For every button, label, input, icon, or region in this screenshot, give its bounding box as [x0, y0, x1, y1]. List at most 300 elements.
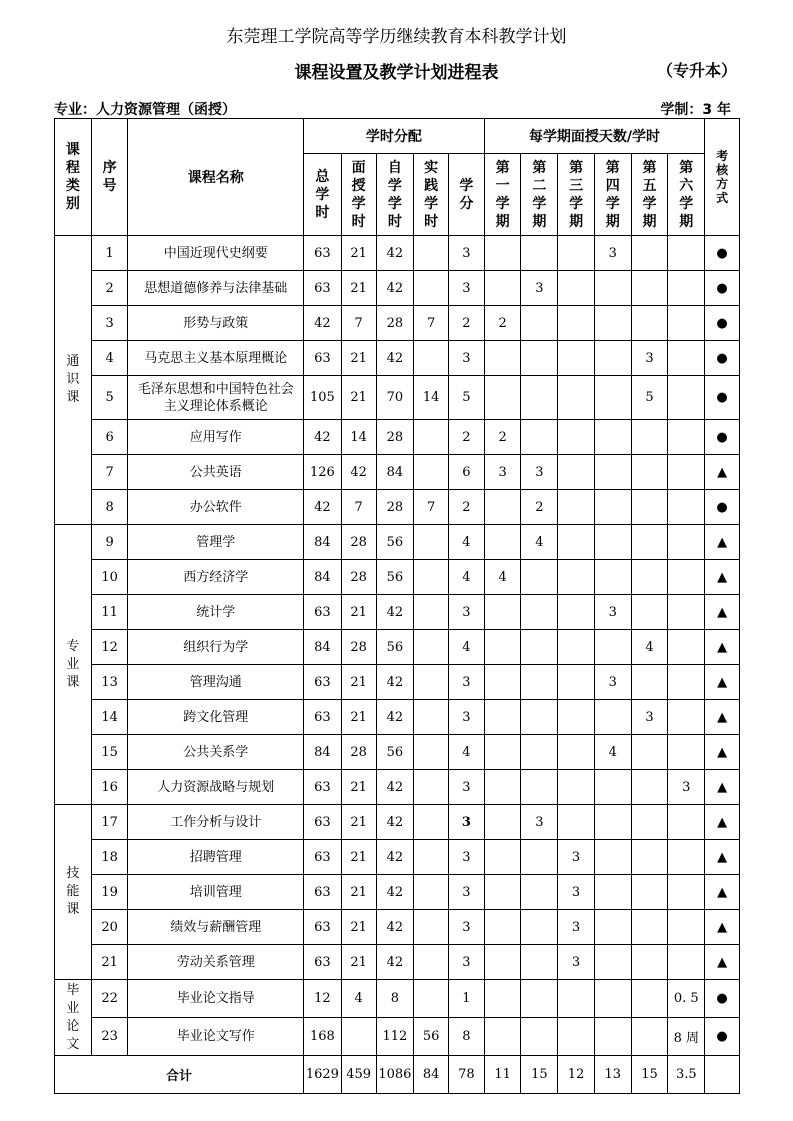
sem5-cell: 3	[631, 700, 668, 735]
assessment-mark: ▲	[705, 525, 740, 560]
sem1-header: 第一学期	[484, 154, 521, 236]
sem3-cell: 3	[558, 910, 595, 945]
total-hours-cell: 63	[304, 805, 342, 840]
sem1-cell	[484, 341, 521, 376]
seq-cell: 14	[91, 700, 128, 735]
sem1-cell	[484, 910, 521, 945]
sem2-cell	[521, 840, 558, 875]
category-cell: 技能课	[55, 805, 92, 980]
sem3-cell	[558, 455, 595, 490]
sem2-header: 第二学期	[521, 154, 558, 236]
total-hours-cell: 42	[304, 306, 342, 341]
credits-cell: 3	[448, 910, 484, 945]
sem5-cell	[631, 805, 668, 840]
sem5-cell	[631, 560, 668, 595]
seq-cell: 18	[91, 840, 128, 875]
self-hours-cell: 56	[376, 630, 414, 665]
sem3-cell: 3	[558, 875, 595, 910]
self-hours-cell: 42	[376, 271, 414, 306]
course-name-cell: 中国近现代史纲要	[128, 236, 304, 271]
sem6-cell	[668, 700, 705, 735]
sem5-cell	[631, 770, 668, 805]
face-hours-cell: 21	[341, 665, 376, 700]
assessment-mark: ▲	[705, 665, 740, 700]
practice-hours-cell	[414, 735, 449, 770]
seq-cell: 1	[91, 236, 128, 271]
table-title: 课程设置及教学计划进程表	[294, 63, 499, 83]
table-row	[55, 376, 740, 420]
practice-hours-cell: 7	[414, 306, 449, 341]
credits-cell: 3	[448, 595, 484, 630]
program-level: （专升本）	[656, 61, 737, 80]
sem5-cell	[631, 236, 668, 271]
face-hours-cell: 42	[341, 455, 376, 490]
assessment-mark: ●	[705, 376, 740, 420]
sem1-cell	[484, 1018, 521, 1056]
credits-cell: 5	[448, 376, 484, 420]
sem3-cell	[558, 271, 595, 306]
sem1-cell	[484, 805, 521, 840]
face-hours-header: 面授学时	[341, 154, 376, 236]
total-hours-cell: 63	[304, 875, 342, 910]
practice-hours-cell	[414, 665, 449, 700]
sem2-cell	[521, 420, 558, 455]
assessment-mark: ▲	[705, 595, 740, 630]
credits-cell: 3	[448, 700, 484, 735]
sem6-cell	[668, 735, 705, 770]
assessment-mark: ●	[705, 306, 740, 341]
seq-cell: 4	[91, 341, 128, 376]
sem3-cell	[558, 376, 595, 420]
table-row	[55, 875, 740, 910]
credits-cell: 3	[448, 840, 484, 875]
self-hours-cell: 28	[376, 490, 414, 525]
sem5-cell	[631, 271, 668, 306]
totals-credits: 78	[448, 1056, 484, 1094]
sem5-cell	[631, 910, 668, 945]
course-name-header: 课程名称	[128, 119, 304, 236]
assessment-mark: ●	[705, 236, 740, 271]
totals-sem4: 13	[594, 1056, 631, 1094]
assessment-mark: ▲	[705, 560, 740, 595]
total-hours-cell: 63	[304, 910, 342, 945]
self-hours-cell: 112	[376, 1018, 414, 1056]
credits-cell: 6	[448, 455, 484, 490]
face-hours-cell: 14	[341, 420, 376, 455]
practice-hours-cell	[414, 595, 449, 630]
assessment-mark: ▲	[705, 805, 740, 840]
table-row	[55, 236, 740, 271]
sem1-cell	[484, 490, 521, 525]
credits-cell: 4	[448, 525, 484, 560]
sem6-cell	[668, 525, 705, 560]
sem4-cell: 3	[594, 665, 631, 700]
course-name-cell: 公共关系学	[128, 735, 304, 770]
category-header: 课程类别	[55, 119, 92, 236]
self-hours-cell: 84	[376, 455, 414, 490]
assessment-mark: ▲	[705, 630, 740, 665]
course-name-cell: 西方经济学	[128, 560, 304, 595]
sem4-cell: 4	[594, 735, 631, 770]
sem1-cell: 4	[484, 560, 521, 595]
practice-hours-cell	[414, 630, 449, 665]
sem3-cell	[558, 665, 595, 700]
sem1-cell	[484, 630, 521, 665]
self-hours-cell: 42	[376, 840, 414, 875]
table-row	[55, 840, 740, 875]
totals-total-hours: 1629	[304, 1056, 342, 1094]
table-row	[55, 490, 740, 525]
course-name-cell: 工作分析与设计	[128, 805, 304, 840]
sem6-header: 第六学期	[668, 154, 705, 236]
sem5-cell: 4	[631, 630, 668, 665]
total-hours-cell: 63	[304, 595, 342, 630]
sem5-cell	[631, 735, 668, 770]
credits-cell: 1	[448, 980, 484, 1018]
semester-group-header: 每学期面授天数/学时	[484, 119, 704, 154]
sem5-cell: 3	[631, 341, 668, 376]
assessment-mark: ●	[705, 490, 740, 525]
seq-cell: 17	[91, 805, 128, 840]
credits-cell: 3	[448, 271, 484, 306]
course-name-cell: 公共英语	[128, 455, 304, 490]
sem3-cell	[558, 805, 595, 840]
assessment-header: 考核方式	[705, 119, 740, 236]
sem1-cell: 2	[484, 306, 521, 341]
sem3-cell	[558, 980, 595, 1018]
face-hours-cell: 7	[341, 306, 376, 341]
seq-cell: 15	[91, 735, 128, 770]
total-hours-cell: 168	[304, 1018, 342, 1056]
sem2-cell	[521, 945, 558, 980]
major-label: 专业：人力资源管理（函授）	[54, 102, 236, 118]
total-hours-cell: 63	[304, 236, 342, 271]
course-name-cell: 人力资源战略与规划	[128, 770, 304, 805]
face-hours-cell: 21	[341, 805, 376, 840]
course-name-cell: 招聘管理	[128, 840, 304, 875]
sem1-cell	[484, 735, 521, 770]
sem6-cell	[668, 560, 705, 595]
sem1-cell	[484, 376, 521, 420]
sem5-cell	[631, 665, 668, 700]
sem1-cell	[484, 595, 521, 630]
table-row	[55, 665, 740, 700]
totals-row	[55, 1056, 740, 1094]
sem3-cell	[558, 306, 595, 341]
sem2-cell: 3	[521, 455, 558, 490]
sem1-cell	[484, 770, 521, 805]
sem2-cell	[521, 735, 558, 770]
course-name-cell: 管理学	[128, 525, 304, 560]
face-hours-cell: 21	[341, 376, 376, 420]
sem4-cell	[594, 420, 631, 455]
table-row	[55, 700, 740, 735]
practice-hours-cell	[414, 236, 449, 271]
sem6-cell	[668, 630, 705, 665]
curriculum-body	[55, 236, 740, 1056]
table-row	[55, 805, 740, 840]
course-name-cell: 培训管理	[128, 875, 304, 910]
face-hours-cell: 28	[341, 525, 376, 560]
practice-hours-cell	[414, 700, 449, 735]
sem4-cell: 3	[594, 236, 631, 271]
face-hours-cell: 28	[341, 560, 376, 595]
sem3-cell	[558, 420, 595, 455]
credits-cell: 3	[448, 236, 484, 271]
course-name-cell: 统计学	[128, 595, 304, 630]
total-hours-cell: 63	[304, 945, 342, 980]
face-hours-cell: 4	[341, 980, 376, 1018]
practice-hours-cell	[414, 770, 449, 805]
credits-header: 学分	[448, 154, 484, 236]
practice-hours-cell	[414, 945, 449, 980]
sem1-cell: 2	[484, 420, 521, 455]
sem6-cell: 0. 5	[668, 980, 705, 1018]
course-name-cell: 跨文化管理	[128, 700, 304, 735]
totals-practice-hours: 84	[414, 1056, 449, 1094]
assessment-mark: ▲	[705, 840, 740, 875]
category-cell: 毕业论文	[55, 980, 92, 1056]
sem2-cell	[521, 236, 558, 271]
seq-cell: 2	[91, 271, 128, 306]
sem6-cell: 8 周	[668, 1018, 705, 1056]
total-hours-cell: 84	[304, 735, 342, 770]
sem3-cell	[558, 560, 595, 595]
table-row	[55, 945, 740, 980]
total-hours-cell: 63	[304, 341, 342, 376]
sem2-cell: 4	[521, 525, 558, 560]
totals-label: 合计	[55, 1056, 304, 1094]
credits-cell: 4	[448, 735, 484, 770]
assessment-mark: ▲	[705, 455, 740, 490]
institution-title: 东莞理工学院高等学历继续教育本科教学计划	[226, 27, 567, 47]
totals-sem1: 11	[484, 1056, 521, 1094]
practice-hours-cell	[414, 910, 449, 945]
credits-cell: 2	[448, 420, 484, 455]
sem3-cell	[558, 1018, 595, 1056]
seq-cell: 23	[91, 1018, 128, 1056]
sem2-cell	[521, 306, 558, 341]
total-hours-cell: 84	[304, 560, 342, 595]
assessment-mark: ▲	[705, 735, 740, 770]
sem3-header: 第三学期	[558, 154, 595, 236]
sem5-cell	[631, 980, 668, 1018]
course-name-cell: 毕业论文指导	[128, 980, 304, 1018]
face-hours-cell: 21	[341, 770, 376, 805]
sem4-cell	[594, 455, 631, 490]
sem6-cell	[668, 376, 705, 420]
seq-cell: 19	[91, 875, 128, 910]
total-hours-cell: 63	[304, 840, 342, 875]
self-hours-cell: 56	[376, 560, 414, 595]
seq-cell: 8	[91, 490, 128, 525]
sem3-cell	[558, 236, 595, 271]
sem5-cell	[631, 840, 668, 875]
sem6-cell: 3	[668, 770, 705, 805]
sem5-cell	[631, 595, 668, 630]
course-name-cell: 形势与政策	[128, 306, 304, 341]
credits-cell: 3	[448, 875, 484, 910]
practice-hours-cell	[414, 560, 449, 595]
total-hours-cell: 42	[304, 490, 342, 525]
seq-cell: 7	[91, 455, 128, 490]
table-row	[55, 455, 740, 490]
sem6-cell	[668, 490, 705, 525]
table-row	[55, 770, 740, 805]
total-hours-cell: 126	[304, 455, 342, 490]
credits-cell: 2	[448, 306, 484, 341]
table-row	[55, 595, 740, 630]
sem4-cell	[594, 630, 631, 665]
practice-hours-cell	[414, 271, 449, 306]
sem4-cell	[594, 341, 631, 376]
practice-hours-cell: 56	[414, 1018, 449, 1056]
face-hours-cell: 21	[341, 840, 376, 875]
sem2-cell	[521, 770, 558, 805]
course-name-cell: 组织行为学	[128, 630, 304, 665]
sem2-cell: 2	[521, 490, 558, 525]
sem2-cell	[521, 875, 558, 910]
sem4-cell	[594, 910, 631, 945]
sem5-cell	[631, 490, 668, 525]
assessment-mark: ●	[705, 980, 740, 1018]
sem3-cell	[558, 490, 595, 525]
self-hours-cell: 28	[376, 420, 414, 455]
sem1-cell	[484, 945, 521, 980]
table-row	[55, 560, 740, 595]
sem6-cell	[668, 595, 705, 630]
totals-face-hours: 459	[341, 1056, 376, 1094]
curriculum-table	[54, 118, 740, 1094]
table-row	[55, 306, 740, 341]
credits-cell: 3	[448, 770, 484, 805]
sem4-cell	[594, 770, 631, 805]
total-hours-cell: 63	[304, 271, 342, 306]
seq-cell: 22	[91, 980, 128, 1018]
course-name-cell: 绩效与薪酬管理	[128, 910, 304, 945]
table-row	[55, 271, 740, 306]
seq-cell: 9	[91, 525, 128, 560]
sem6-cell	[668, 805, 705, 840]
totals-sem6: 3.5	[668, 1056, 705, 1094]
practice-hours-cell	[414, 455, 449, 490]
seq-cell: 3	[91, 306, 128, 341]
sem5-cell	[631, 306, 668, 341]
sem1-cell	[484, 665, 521, 700]
sem5-cell: 5	[631, 376, 668, 420]
sem1-cell	[484, 236, 521, 271]
table-row	[55, 525, 740, 560]
sem5-cell	[631, 875, 668, 910]
self-hours-cell: 42	[376, 770, 414, 805]
credits-cell: 3	[448, 805, 484, 840]
self-hours-cell: 56	[376, 525, 414, 560]
sem4-cell	[594, 1018, 631, 1056]
assessment-mark: ●	[705, 420, 740, 455]
seq-cell: 5	[91, 376, 128, 420]
assessment-mark: ▲	[705, 945, 740, 980]
seq-cell: 6	[91, 420, 128, 455]
sem4-header: 第四学期	[594, 154, 631, 236]
sem2-cell	[521, 376, 558, 420]
course-name-cell: 毕业论文写作	[128, 1018, 304, 1056]
face-hours-cell: 21	[341, 271, 376, 306]
table-row	[55, 735, 740, 770]
sem4-cell	[594, 980, 631, 1018]
table-row	[55, 341, 740, 376]
category-cell: 通识课	[55, 236, 92, 525]
course-name-cell: 毛泽东思想和中国特色社会主义理论体系概论	[128, 376, 304, 420]
total-hours-cell: 63	[304, 665, 342, 700]
sem4-cell	[594, 271, 631, 306]
face-hours-cell: 28	[341, 630, 376, 665]
self-hours-cell: 42	[376, 945, 414, 980]
course-name-cell: 思想道德修养与法律基础	[128, 271, 304, 306]
face-hours-cell: 21	[341, 875, 376, 910]
course-name-cell: 办公软件	[128, 490, 304, 525]
totals-self-hours: 1086	[376, 1056, 414, 1094]
category-cell: 专业课	[55, 525, 92, 805]
practice-hours-cell	[414, 980, 449, 1018]
totals-assessment	[705, 1056, 740, 1094]
sem1-cell	[484, 271, 521, 306]
hours-group-header: 学时分配	[304, 119, 485, 154]
assessment-mark: ▲	[705, 875, 740, 910]
sem5-cell	[631, 455, 668, 490]
credits-cell: 2	[448, 490, 484, 525]
sem4-cell	[594, 376, 631, 420]
self-hours-header: 自学学时	[376, 154, 414, 236]
self-hours-cell: 42	[376, 875, 414, 910]
sem3-cell	[558, 341, 595, 376]
course-name-cell: 马克思主义基本原理概论	[128, 341, 304, 376]
self-hours-cell: 42	[376, 236, 414, 271]
assessment-mark: ●	[705, 271, 740, 306]
sem1-cell	[484, 840, 521, 875]
face-hours-cell: 28	[341, 735, 376, 770]
sem4-cell	[594, 306, 631, 341]
sem2-cell	[521, 910, 558, 945]
self-hours-cell: 42	[376, 341, 414, 376]
course-name-cell: 应用写作	[128, 420, 304, 455]
sem3-cell	[558, 630, 595, 665]
sem6-cell	[668, 455, 705, 490]
duration-label: 学制：3 年	[660, 102, 731, 118]
sem4-cell	[594, 490, 631, 525]
assessment-mark: ▲	[705, 700, 740, 735]
table-row	[55, 980, 740, 1018]
sem2-cell	[521, 980, 558, 1018]
seq-cell: 20	[91, 910, 128, 945]
totals-sem3: 12	[558, 1056, 595, 1094]
sem1-cell	[484, 980, 521, 1018]
sem6-cell	[668, 665, 705, 700]
sem4-cell	[594, 700, 631, 735]
seq-cell: 21	[91, 945, 128, 980]
practice-hours-cell: 7	[414, 490, 449, 525]
sem4-cell	[594, 560, 631, 595]
self-hours-cell: 70	[376, 376, 414, 420]
self-hours-cell: 56	[376, 735, 414, 770]
seq-cell: 16	[91, 770, 128, 805]
sem6-cell	[668, 910, 705, 945]
self-hours-cell: 42	[376, 700, 414, 735]
total-hours-cell: 84	[304, 525, 342, 560]
assessment-mark: ●	[705, 341, 740, 376]
sem2-cell	[521, 1018, 558, 1056]
self-hours-cell: 8	[376, 980, 414, 1018]
sem6-cell	[668, 306, 705, 341]
